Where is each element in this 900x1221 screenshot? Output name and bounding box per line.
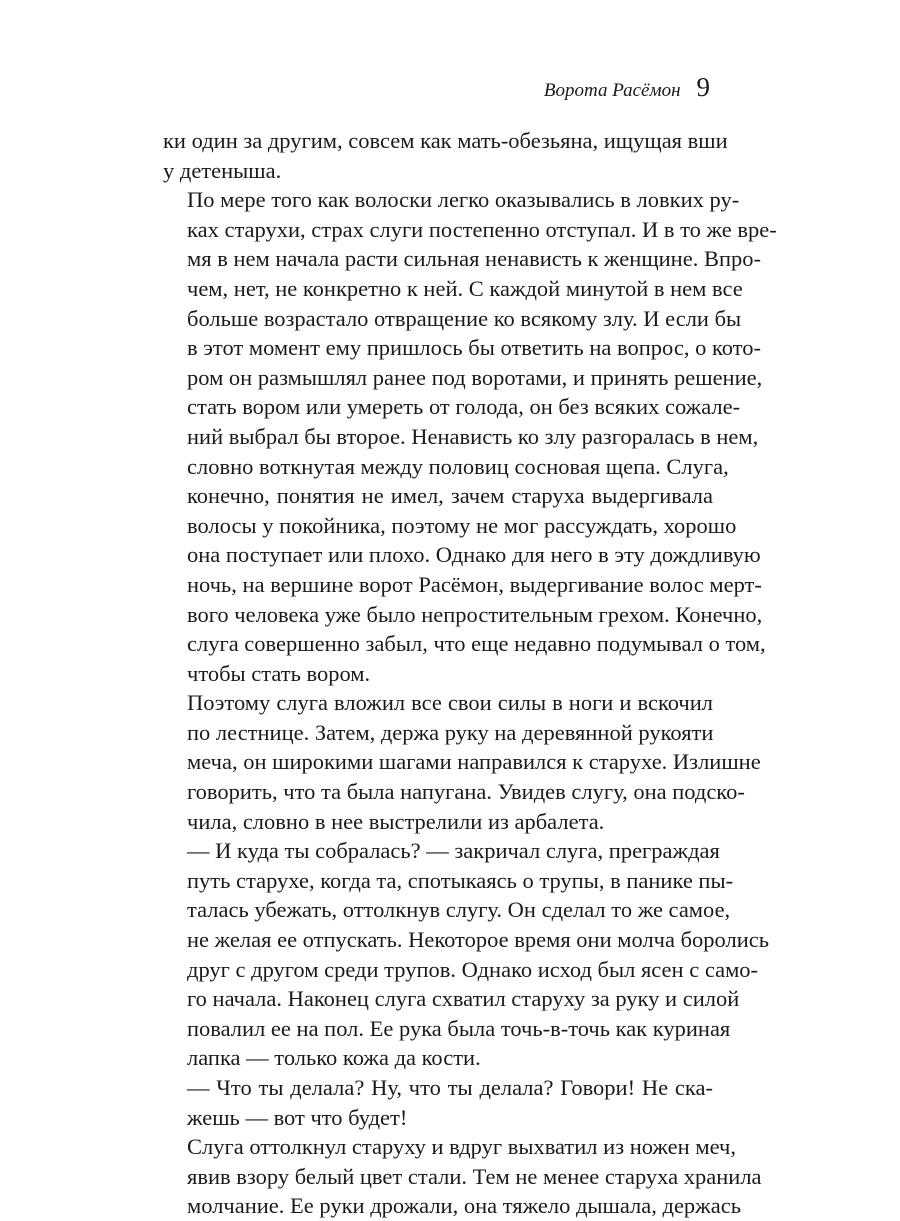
- text-line: Поэтому слуга вложил все свои силы в ноги и вскочил: [187, 690, 713, 716]
- text-line: конечно, понятия не имел, зачем старуха выдергивала: [187, 483, 713, 509]
- running-title: Ворота Расёмон: [543, 80, 681, 101]
- body-text: [163, 126, 777, 1221]
- text-line: стать вором или умереть от голода, он без всяких сожале-: [187, 394, 741, 420]
- paragraph: [163, 126, 728, 185]
- text-line: говорить, что та была напугана. Увидев слугу, она подско-: [187, 779, 745, 805]
- page-number: 9: [696, 72, 710, 102]
- paragraph: [163, 1073, 713, 1132]
- text-line: лапка — только кожа да кости.: [187, 1045, 481, 1071]
- text-line: слуга совершенно забыл, что еще недавно подумывал о том,: [187, 631, 766, 657]
- text-line: меча, он широкими шагами направился к старухе. Излишне: [187, 749, 761, 775]
- text-line: чтобы стать вором.: [187, 660, 371, 686]
- text-line: повалил ее на пол. Ее рука была точь-в-точь как куриная: [187, 1015, 731, 1041]
- text-line: она поступает или плохо. Однако для него в эту дождливую: [187, 542, 761, 568]
- text-line: вого человека уже было непростительным грехом. Конечно,: [187, 601, 763, 627]
- text-line: Слуга оттолкнул старуху и вдруг выхватил из ножен меч,: [187, 1134, 736, 1160]
- paragraph: [163, 1132, 762, 1221]
- text-line: талась убежать, оттолкнув слугу. Он сделал то же самое,: [187, 897, 731, 923]
- text-line: По мере того как волоски легко оказывались в ловких ру-: [187, 187, 740, 213]
- paragraph: [163, 185, 777, 688]
- text-line: не желая ее отпускать. Некоторое время они молча боролись: [187, 927, 770, 953]
- running-header: [544, 72, 710, 106]
- text-line: — И куда ты собралась? — закричал слуга, преграждая: [187, 838, 720, 864]
- text-line: по лестнице. Затем, держа руку на деревянной рукояти: [187, 719, 714, 745]
- text-line: ках старухи, страх слуги постепенно отступал. И в то же вре-: [187, 216, 777, 242]
- text-line: — Что ты делала? Ну, что ты делала? Говори! Не ска-: [187, 1075, 713, 1100]
- text-line: ром он размышлял ранее под воротами, и принять решение,: [187, 364, 763, 390]
- text-line: жешь — вот что будет!: [187, 1104, 408, 1130]
- text-line: волосы у покойника, поэтому не мог рассуждать, хорошо: [187, 512, 737, 538]
- text-line: чем, нет, не конкретно к ней. С каждой минутой в нем все: [187, 275, 743, 301]
- text-line: ки один за другим, совсем как мать-обезьяна, ищущая вши: [163, 128, 728, 153]
- text-line: чила, словно в нее выстрелили из арбалета.: [187, 808, 605, 834]
- text-line: явив взору белый цвет стали. Тем не менее старуха хранила: [187, 1163, 762, 1189]
- text-line: го начала. Наконец слуга схватил старуху за руку и силой: [187, 986, 740, 1012]
- text-line: мя в нем начала расти сильная ненависть к женщине. Впро-: [187, 246, 762, 272]
- text-line: друг с другом среди трупов. Однако исход был ясен с само-: [187, 956, 759, 982]
- paragraph: [163, 836, 770, 1073]
- text-line: в этот момент ему пришлось бы ответить на вопрос, о кото-: [187, 335, 761, 361]
- text-line: ний выбрал бы второе. Ненависть ко злу разгоралась в нем,: [187, 423, 759, 449]
- text-line: путь старухе, когда та, спотыкаясь о трупы, в панике пы-: [187, 867, 734, 893]
- text-line: у детеныша.: [163, 157, 282, 183]
- text-line: ночь, на вершине ворот Расёмон, выдергивание волос мерт-: [187, 571, 762, 597]
- text-line: молчание. Ее руки дрожали, она тяжело дышала, держась: [187, 1193, 741, 1219]
- paragraph: [163, 688, 761, 836]
- text-line: словно воткнутая между половиц сосновая щепа. Слуга,: [187, 453, 729, 479]
- text-line: больше возрастало отвращение ко всякому злу. И если бы: [187, 305, 742, 331]
